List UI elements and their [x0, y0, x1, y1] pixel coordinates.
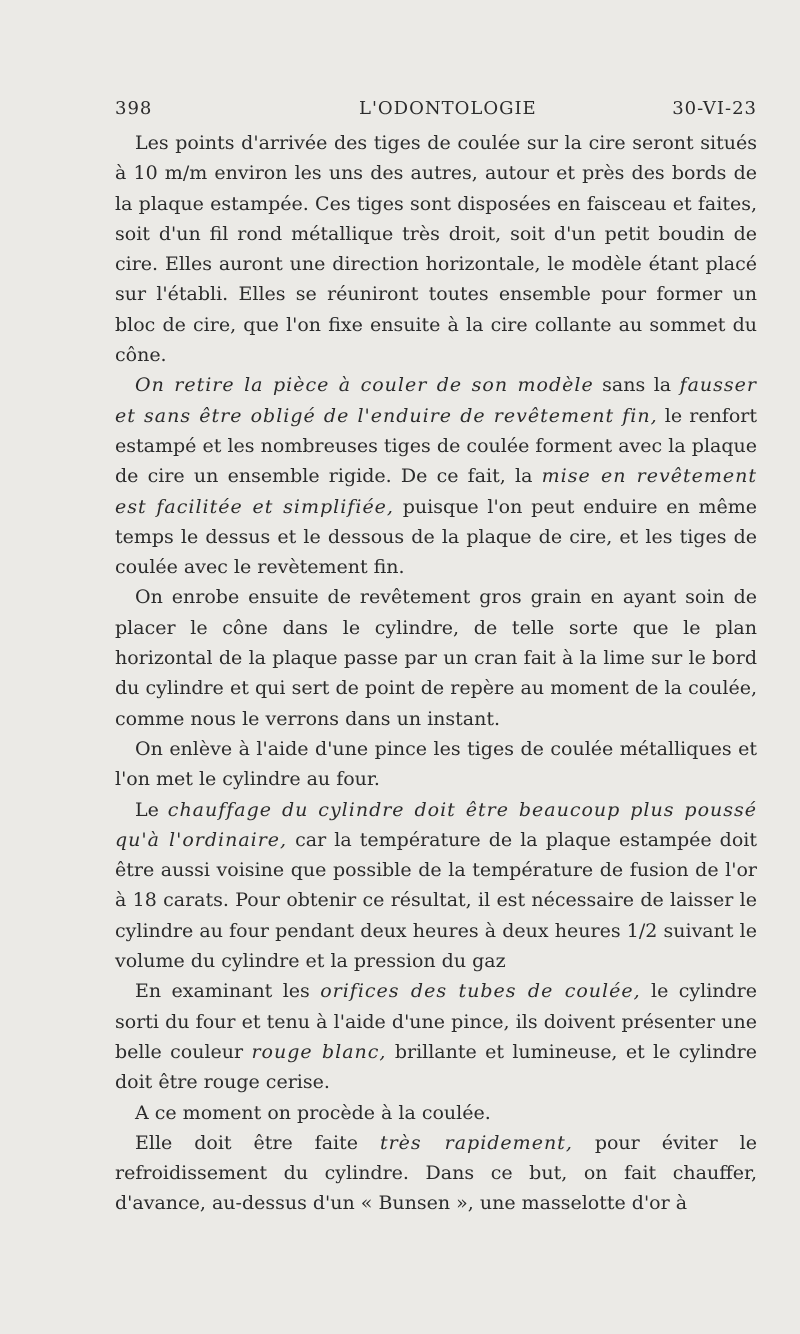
text-run: sans la [593, 374, 680, 397]
italic-run: chauffage du cylindre doit être beaucoup plus poussé qu'à l'ordinaire, [115, 798, 757, 851]
italic-run: rouge blanc, [251, 1040, 387, 1063]
paragraph [115, 1098, 757, 1128]
paragraph [115, 582, 757, 733]
text-run: A ce moment on procède à la coulée. [135, 1101, 491, 1124]
text-run: car la température de la plaque estampée doit être aussi voisine que possible de la température de fusion de l'or à 18 carats. Pour obtenir ce résultat, il est nécessaire de laisser le cylindre au four pendant deux heures à deux heures 1/2 suivant le volume du cylindre et la pression du gaz [115, 828, 757, 973]
text-run: le cylindre sorti du four et tenu à l'aide d'une pince, ils doivent présenter une belle couleur [115, 980, 758, 1063]
text-run: En examinant les [135, 980, 321, 1003]
text-run: Elle doit être faite [135, 1131, 380, 1154]
italic-run: On retire la pièce à couler de son modèle [135, 374, 594, 397]
text-run: pour éviter le refroidissement du cylindre. Dans ce but, on fait chauffer, d'avance, au-dessus d'un « Bunsen », une masselotte d'or à [115, 1131, 757, 1215]
paragraph [115, 1128, 757, 1219]
page-number: 398 [115, 98, 153, 119]
paragraph [115, 976, 757, 1097]
text-run: brillante et lumineuse, et le cylindre doit être rouge cerise. [115, 1040, 757, 1094]
italic-run: orifices des tubes de coulée, [320, 980, 641, 1003]
text-run: Les points d'arrivée des tiges de coulée sur la cire seront situés à 10 m/m environ les uns des autres, autour et près des bords de la plaque estampée. Ces tiges sont disposées en faisceau et faites, soit d'un fil rond métallique très droit, soit d'un petit boudin de cire. Elles auront une direction horizontale, le modèle étant placé sur l'établi. Elles se réuniront toutes ensemble pour former un bloc de cire, que l'on fixe ensuite à la cire collante au sommet du cône. [115, 132, 757, 367]
italic-run: fausser et sans être obligé de l'enduire de revêtement fin, [115, 374, 757, 427]
journal-title: L'ODONTOLOGIE [359, 98, 537, 119]
paragraph [115, 370, 757, 582]
text-run: Le [135, 798, 168, 821]
italic-run: mise en revêtement est facilitée et simplifiée, [115, 465, 757, 518]
running-header [115, 98, 757, 124]
paragraph [115, 795, 757, 977]
paragraph [115, 734, 757, 795]
text-run: On enlève à l'aide d'une pince les tiges de coulée métalliques et l'on met le cylindre au four. [115, 737, 757, 791]
italic-run: très rapidement, [379, 1131, 573, 1154]
issue-date: 30-VI-23 [672, 98, 757, 119]
text-run: On enrobe ensuite de revêtement gros grain en ayant soin de placer le cône dans le cylindre, de telle sorte que le plan horizontal de la plaque passe par un cran fait à la lime sur le bord du cylindre et qui sert de point de repère au moment de la coulée, comme nous le verrons dans un instant. [115, 586, 757, 730]
body-text [115, 128, 757, 1219]
text-run: le renfort estampé et les nombreuses tiges de coulée forment avec la plaque de cire un ensemble rigide. De ce fait, la [115, 404, 757, 488]
text-run: puisque l'on peut enduire en même temps le dessus et le dessous de la plaque de cire, et les tiges de coulée avec le revètement fin. [115, 495, 757, 579]
paragraph [115, 128, 757, 370]
